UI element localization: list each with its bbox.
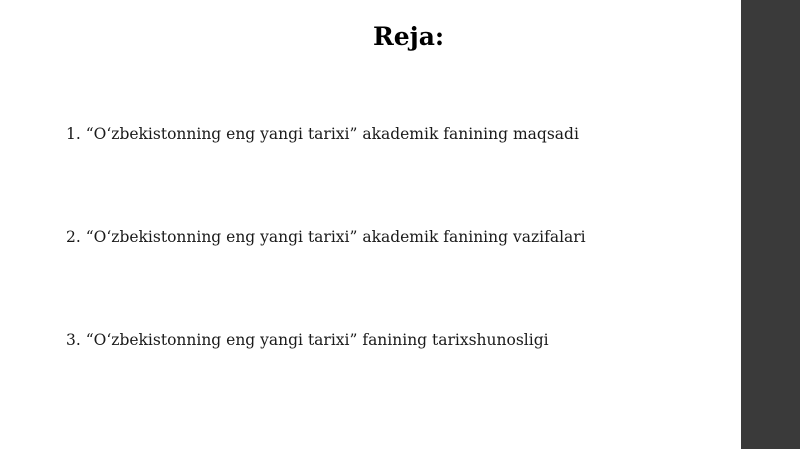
plan-item-3: 3. “O‘zbekistonning eng yangi tarixi” fanining tarixshunosligi	[66, 331, 549, 349]
side-panel	[741, 0, 800, 449]
slide-title: Reja:	[373, 22, 445, 51]
plan-item-2: 2. “O‘zbekistonning eng yangi tarixi” akademik fanining vazifalari	[66, 228, 586, 246]
plan-item-1: 1. “O‘zbekistonning eng yangi tarixi” akademik fanining maqsadi	[66, 125, 579, 143]
